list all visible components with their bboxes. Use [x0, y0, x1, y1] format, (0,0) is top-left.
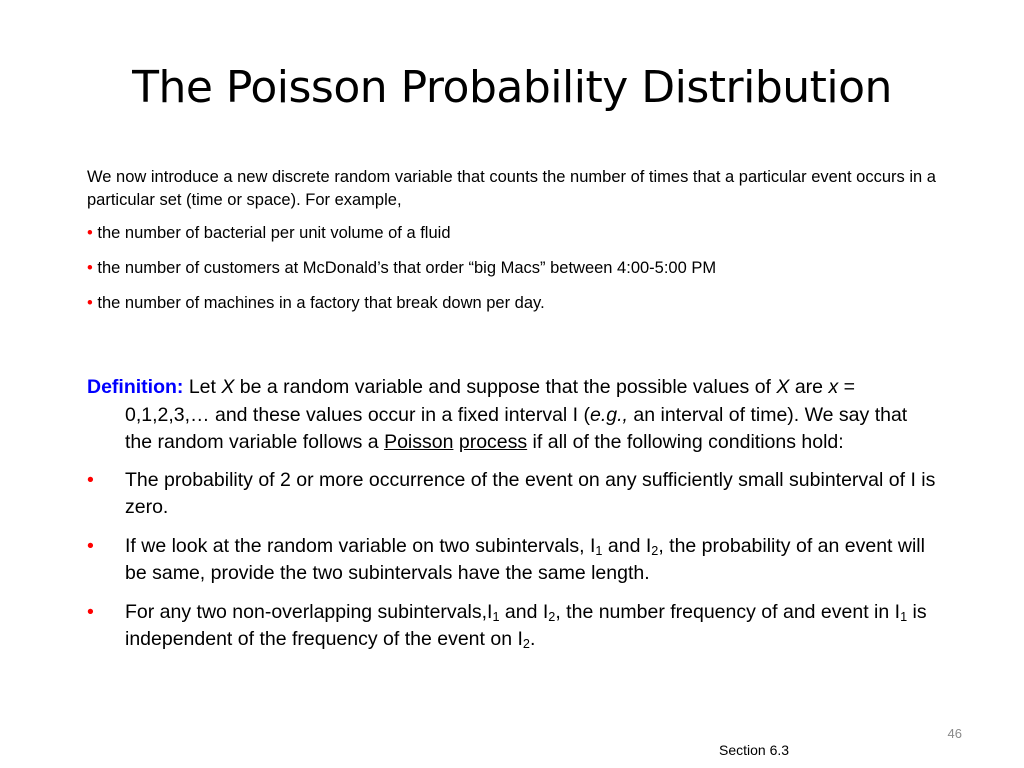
process-underlined: process — [458, 431, 528, 453]
condition-text: , the number frequency of and event in I — [555, 600, 901, 623]
bullet-icon: • — [87, 468, 94, 491]
subscript: 2 — [548, 609, 556, 624]
example-text: the number of customers at McDonald’s that order “big Macs” between 4:00-5:00 PM — [97, 259, 717, 277]
definition-text: be a random variable and suppose that the possible values of — [234, 376, 777, 398]
condition-text: and I — [602, 534, 652, 557]
example-item — [87, 257, 947, 280]
definition-text: an interval of time). We say that the random variable follows a — [125, 403, 908, 453]
bullet-icon: • — [87, 259, 93, 277]
subscript: 1 — [595, 543, 603, 558]
condition-text: The probability of 2 or more occurrence of the event on any sufficiently small subinterval of I is zero. — [125, 468, 936, 518]
definition-text: if all of the following conditions hold: — [527, 431, 844, 453]
eg-text: e.g., — [590, 403, 628, 426]
intro-section — [87, 166, 947, 327]
definition-paragraph — [87, 374, 937, 457]
slide-title: The Poisson Probability Distribution — [132, 62, 892, 113]
example-text: the number of machines in a factory that break down per day. — [97, 294, 545, 312]
condition-text: is independent of the frequency of the event on I — [125, 600, 927, 650]
variable-x: x — [828, 376, 839, 398]
definition-text: = 0,1,2,3,… and these values occur in a fixed interval I ( — [125, 376, 856, 426]
example-item — [87, 222, 947, 245]
definition-label: Definition: — [87, 376, 184, 398]
definition-section — [87, 374, 937, 665]
bullet-icon: • — [87, 224, 93, 242]
condition-text: and I — [499, 600, 549, 623]
example-text: the number of bacterial per unit volume of a fluid — [97, 224, 451, 242]
poisson-underlined: Poisson — [384, 431, 454, 453]
subscript: 1 — [900, 609, 908, 624]
condition-item — [87, 533, 937, 588]
bullet-icon: • — [87, 534, 94, 557]
section-label: Section 6.3 — [719, 742, 790, 758]
condition-text: . — [529, 628, 536, 650]
condition-item — [87, 599, 937, 654]
condition-text: For any two non-overlapping subintervals,I — [125, 600, 493, 623]
example-item — [87, 292, 947, 315]
page-number: 46 — [947, 726, 962, 741]
definition-text: Let — [183, 376, 222, 398]
subscript: 1 — [492, 609, 500, 624]
condition-item — [87, 467, 937, 522]
bullet-icon: • — [87, 600, 94, 623]
variable-X: X — [776, 376, 790, 398]
bullet-icon: • — [87, 294, 93, 312]
subscript: 2 — [651, 543, 659, 558]
intro-text: We now introduce a new discrete random variable that counts the number of times that a particular event occurs in a particular set (time or space). For example, — [87, 168, 936, 209]
definition-text: are — [789, 376, 829, 398]
variable-X: X — [221, 376, 235, 398]
condition-text: , the probability of an event will be same, provide the two subintervals have the same length. — [125, 534, 925, 584]
subscript: 2 — [522, 637, 530, 651]
condition-text: If we look at the random variable on two subintervals, I — [125, 534, 596, 557]
